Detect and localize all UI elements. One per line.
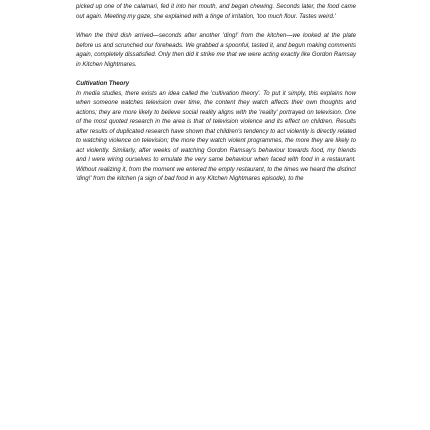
section-heading: Cultivation Theory xyxy=(76,81,130,87)
paragraph-third-dish: When the third dish arrived—seconds after another 'ding!' from the kitchen—we looked at the plate before us and scrunched our foreheads. We grabbed a spoonful, tasted it, and begun making comments again, completely dissatisfied. Only then did it strike me that we were acting exactly like Gordon Ramsay in Kitchen Nightmares. xyxy=(76,33,356,68)
article-page xyxy=(76,0,356,185)
paragraph-calamari: picked up one of the calamari, fed it into her mouth, and began chewing. Seconds later, the food came out again. Meeting my gaze, she explained with a tinge of irritation, 'too much flour. Tastes weird.' xyxy=(76,4,356,20)
paragraph-cultivation-theory: In media studies, there exists an idea called the 'cultivation theory'. To put it simply, this explains how when someone watches television over time, the content they watch affects their own thoughts and actions; they are more likely to believe social reality aligns with the 'reality' portrayed on television. One of the most quoted research in the area is that of television violence and its effect on children. Results after results of duplicated research have shown that children's tendency to act violently is directly related to watching violence on television; the more they watch violent programmes, the more they are likely to act violently. Similarly, after weeks of watching Gordon Ramsay's behaviour towards food, my friends and I were wiring ourselves to emulate the very same behaviour when faced with food in a restaurant. Without realizing it, from the moment we entered the empty restaurant, to the times we heard the distinct 'ding!' from the kitchen (a sign of bad food in any Kitchen Nightmares episode), to the xyxy=(76,90,356,182)
